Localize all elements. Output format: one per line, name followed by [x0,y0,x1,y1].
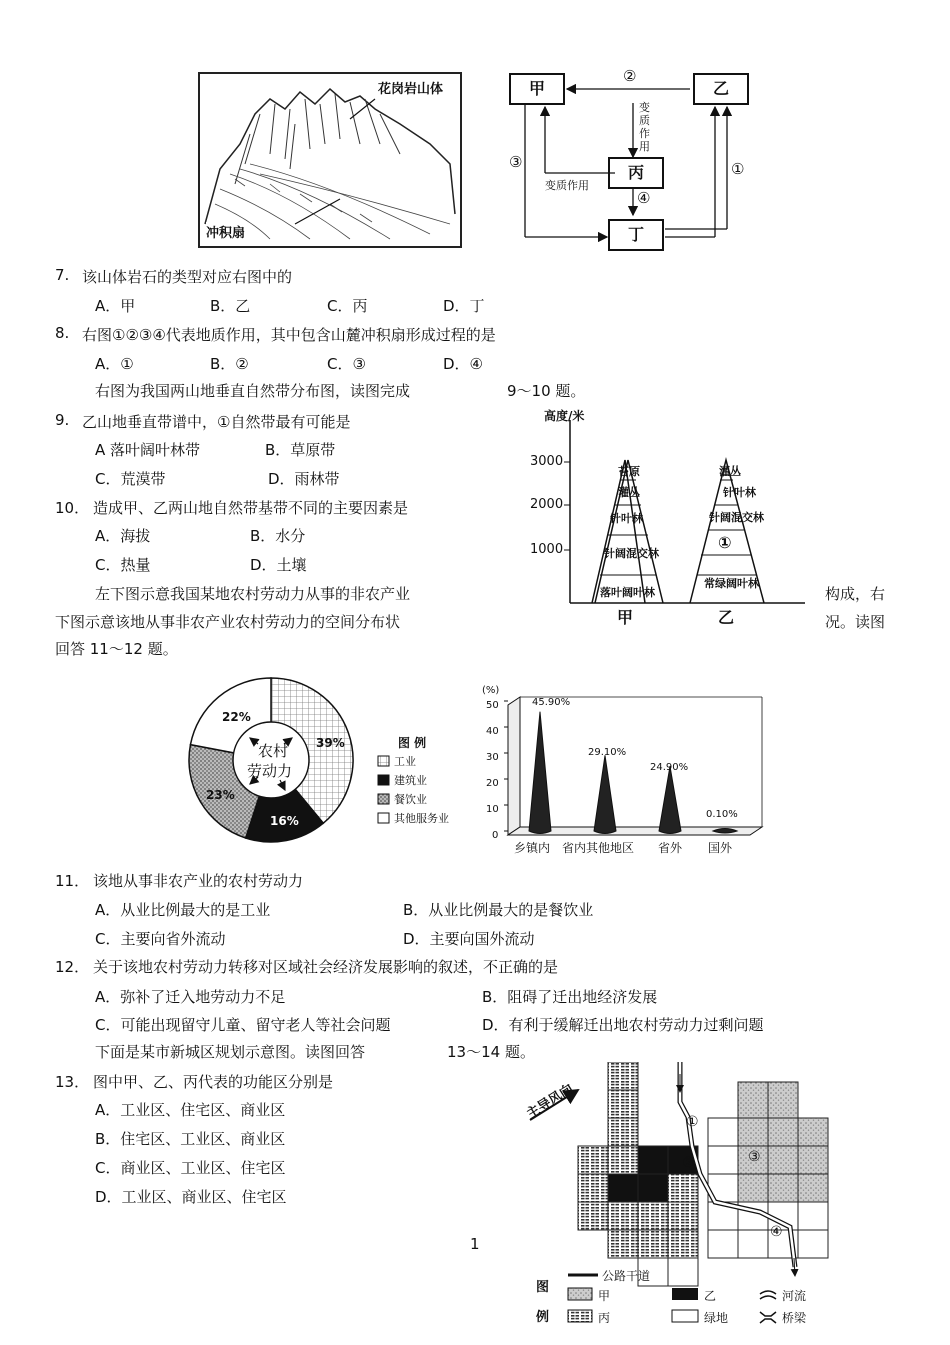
intro-13-14-range: 13～14 题。 [447,1043,535,1061]
bar-y-unit: (%) [482,685,500,696]
legend-river: 河流 [782,1289,807,1303]
q13-option-c[interactable]: C．商业区、工业区、住宅区 [95,1159,286,1177]
rock-cycle-figure [505,65,755,255]
bar-ytick-0: 0 [492,830,499,841]
bar-cone [594,755,616,833]
bar-category-label: 省外 [658,841,683,855]
q7-stem: 该山体岩石的类型对应右图中的 [82,268,293,286]
granite-label: 花岗岩山体 [378,82,444,97]
intro-13-14: 下面是某市新城区规划示意图。读图回答 [95,1043,366,1061]
marker-2: ② [682,1155,695,1171]
vertical-zone-figure [520,405,810,630]
q11-option-b[interactable]: B．从业比例最大的是餐饮业 [403,901,594,919]
q13-number: 13． [55,1073,90,1091]
intro-11-12-line1: 左下图示意我国某地农村劳动力从事的非农产业 [95,585,411,603]
q12-number: 12． [55,958,90,976]
q12-option-b[interactable]: B．阻碍了迁出地经济发展 [482,988,658,1006]
legend-green: 绿地 [704,1311,729,1325]
mountain-figure [198,72,462,248]
metamorphism-vertical-label: 变质作用 [639,101,650,153]
bar-value-label: 0.10% [706,809,738,820]
q8-number: 8. [55,324,70,342]
legend-jia: 甲 [598,1289,611,1303]
intro-11-12-line2-tail: 况。读图 [825,613,886,631]
donut-label-other: 22% [222,710,251,724]
q9-option-d[interactable]: D．雨林带 [268,470,340,488]
intro-9-10-range: 9～10 题。 [507,382,586,400]
q8-option-a[interactable]: A．① [95,355,134,373]
donut-legend-catering: 餐饮业 [394,793,427,806]
q13-stem: 图中甲、乙、丙代表的功能区分别是 [93,1073,334,1091]
legend-title-1: 图 [536,1280,550,1295]
q7-option-a[interactable]: A．甲 [95,297,136,315]
box-jia: 甲 [509,73,565,105]
jia-label: 甲 [617,608,634,627]
q8-option-b[interactable]: B．② [210,355,249,373]
zone-tick-2000: 2000 [530,497,564,512]
fan-label: 冲积扇 [206,222,245,241]
vertical-zone-svg [520,405,810,630]
q9-option-c[interactable]: C．荒漠带 [95,470,166,488]
donut-figure [188,672,468,852]
metamorphism-horizontal-label: 变质作用 [545,179,589,192]
bar-ytick-20: 20 [486,778,499,789]
jia-zone-shrub: 灌丛 [618,486,640,499]
donut-center-line2: 劳动力 [247,762,293,780]
q9-option-a[interactable]: A 落叶阔叶林带 [95,441,201,459]
yi-zone-mixed: 针阔混交林 [709,511,764,524]
bar-svg [480,685,770,857]
arrow-label-3: ③ [509,153,523,171]
legend-yi: 乙 [704,1289,717,1303]
jia-zone-conifer: 针叶林 [610,512,643,525]
q7-option-d[interactable]: D．丁 [443,297,485,315]
q12-option-d[interactable]: D．有利于缓解迁出地农村劳动力过剩问题 [482,1016,764,1034]
q13-option-a[interactable]: A．工业区、住宅区、商业区 [95,1101,286,1119]
q11-stem: 该地从事非农产业的农村劳动力 [93,872,304,890]
q13-option-d[interactable]: D．工业区、商业区、住宅区 [95,1188,287,1206]
legend-title-2: 例 [536,1310,550,1325]
marker-4: ④ [770,1224,783,1240]
intro-11-12-line2: 下图示意该地从事非农产业农村劳动力的空间分布状 [55,613,401,631]
marker-1: ① [686,1114,699,1130]
q13-option-b[interactable]: B．住宅区、工业区、商业区 [95,1130,286,1148]
q11-option-a[interactable]: A．从业比例最大的是工业 [95,901,271,919]
q10-option-d[interactable]: D．土壤 [250,556,307,574]
q10-option-b[interactable]: B．水分 [250,527,306,545]
yi-zone-evergreen: 常绿阔叶林 [704,577,759,590]
bar-ytick-10: 10 [486,804,499,815]
q8-option-d[interactable]: D．④ [443,355,483,373]
box-bing: 丙 [608,157,664,189]
bar-ytick-50: 50 [486,700,499,711]
q9-option-b[interactable]: B．草原带 [265,441,336,459]
box-yi: 乙 [693,73,749,105]
donut-label-industry: 39% [316,736,345,750]
legend-road: 公路干道 [602,1269,651,1283]
intro-11-12-line3: 回答 11～12 题。 [55,640,178,658]
q9-stem: 乙山地垂直带谱中，①自然带最有可能是 [82,413,351,431]
bar-cone [659,766,681,833]
donut-legend-other: 其他服务业 [394,812,449,825]
donut-center-line1: 农村 [258,742,289,760]
zone-tick-3000: 3000 [530,454,564,469]
donut-label-catering: 23% [206,788,235,802]
q8-stem: 右图①②③④代表地质作用，其中包含山麓冲积扇形成过程的是 [82,326,496,344]
bar-figure [480,685,770,857]
q10-option-a[interactable]: A．海拔 [95,527,151,545]
yi-zone-shrub: 灌丛 [719,465,741,478]
q12-option-c[interactable]: C．可能出现留守儿童、留守老人等社会问题 [95,1016,391,1034]
donut-label-construction: 16% [270,814,299,828]
bar-category-label: 国外 [708,841,733,855]
bar-ytick-30: 30 [486,752,499,763]
q7-option-b[interactable]: B．乙 [210,297,251,315]
box-ding: 丁 [608,219,664,251]
yi-label: 乙 [718,608,735,627]
zone-tick-1000: 1000 [530,542,564,557]
q11-option-c[interactable]: C．主要向省外流动 [95,930,226,948]
intro-11-12-line1-tail: 构成，右 [825,585,886,603]
q12-stem: 关于该地农村劳动力转移对区域社会经济发展影响的叙述，不正确的是 [93,958,559,976]
q8-option-c[interactable]: C．③ [327,355,366,373]
q12-option-a[interactable]: A．弥补了迁入地劳动力不足 [95,988,286,1006]
q9-number: 9. [55,411,70,429]
arrow-label-4: ④ [637,189,651,207]
mountain-sketch [200,74,460,246]
bar-value-label: 45.90% [532,697,571,708]
marker-3: ③ [748,1149,761,1165]
zone-y-label: 高度/米 [544,409,585,423]
jia-zone-deciduous: 落叶阔叶林 [600,586,655,599]
q10-number: 10． [55,499,90,517]
arrow-label-1: ① [731,160,745,178]
bar-value-label: 29.10% [588,747,627,758]
legend-bing: 丙 [598,1311,611,1325]
bar-ytick-40: 40 [486,726,499,737]
q11-number: 11． [55,872,90,890]
arrow-label-2: ② [623,67,637,85]
yi-zone-conifer: 针叶林 [723,486,756,499]
q10-option-c[interactable]: C．热量 [95,556,151,574]
jia-zone-tundra: 苔原 [618,465,640,478]
city-map-figure [520,1062,840,1341]
bar-value-label: 24.90% [650,762,689,773]
q7-number: 7. [55,266,70,284]
donut-legend-construction: 建筑业 [394,774,427,787]
bar-cone [529,712,551,834]
page-number: 1 [470,1235,480,1253]
q11-option-d[interactable]: D．主要向国外流动 [403,930,535,948]
bar-category-label: 乡镇内 [514,841,551,855]
donut-legend-industry: 工业 [394,755,416,768]
intro-9-10: 右图为我国两山地垂直自然带分布图，读图完成 [95,382,411,400]
jia-zone-mixed: 针阔混交林 [604,547,659,560]
wind-direction-label: 主导风向 [524,1081,577,1123]
legend-bridge: 桥梁 [782,1311,807,1325]
q10-stem: 造成甲、乙两山地自然带基带不同的主要因素是 [93,499,409,517]
q7-option-c[interactable]: C．丙 [327,297,368,315]
bar-category-label: 省内其他地区 [562,841,635,855]
donut-legend-title: 图 例 [398,736,427,750]
yi-zone-marker-1: ① [718,533,732,552]
